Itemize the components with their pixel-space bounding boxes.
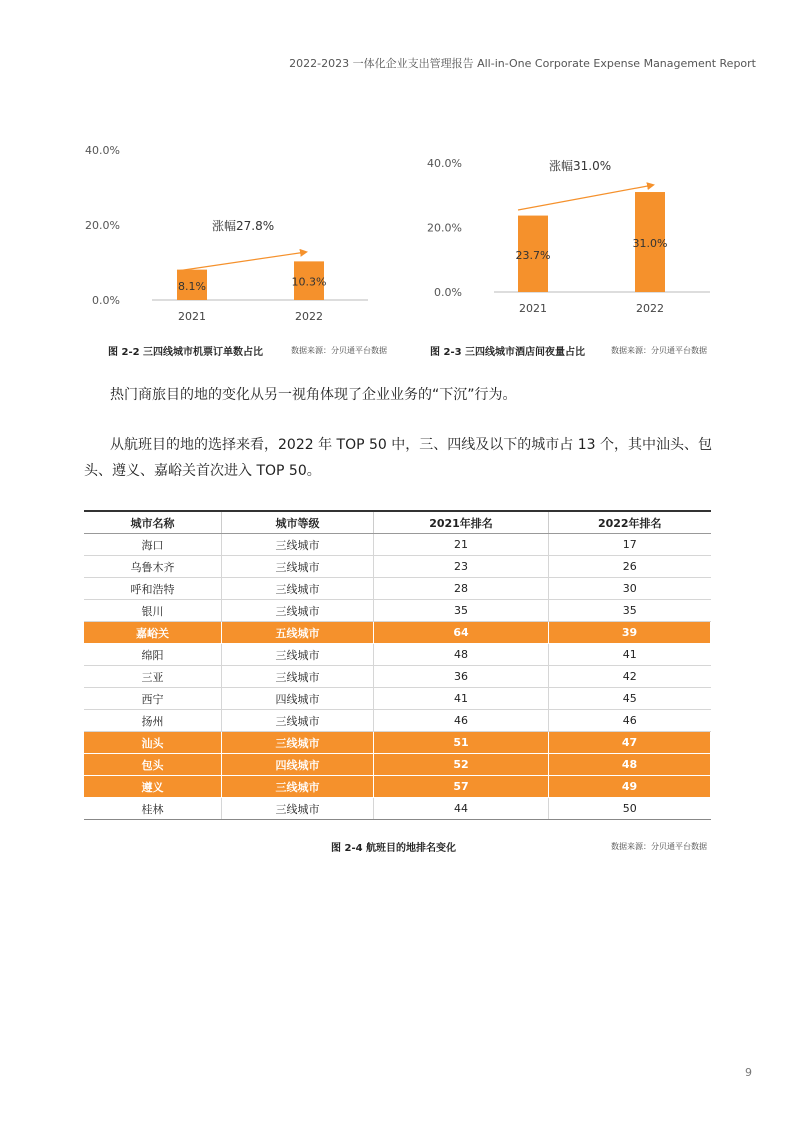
figure-caption-2-3: 图 2-3 三四线城市酒店间夜量占比 [430,347,586,358]
table-row [84,688,711,710]
x-tick-label: 2021 [519,302,547,315]
cell-city-tier: 三线城市 [222,666,374,688]
table-row [84,754,711,776]
bar-value-label: 8.1% [178,279,206,293]
cell-city-tier: 三线城市 [222,732,374,754]
cell-city-name: 西宁 [84,688,222,710]
cell-rank-2022: 41 [549,644,711,666]
table-row [84,732,711,754]
table-row [84,710,711,732]
table-header-row [84,511,711,534]
cell-rank-2021: 36 [374,666,549,688]
table-row [84,534,711,556]
table-row [84,578,711,600]
cell-rank-2021: 23 [374,556,549,578]
cell-rank-2022: 49 [549,776,711,798]
chart-flight-orders [80,138,380,328]
cell-rank-2022: 48 [549,754,711,776]
cell-city-tier: 五线城市 [222,622,374,644]
cell-city-name: 包头 [84,754,222,776]
growth-arrow [518,185,653,210]
header-rank-2021: 2021年排名 [374,511,549,534]
cell-city-name: 扬州 [84,710,222,732]
cell-rank-2022: 26 [549,556,711,578]
cell-rank-2021: 48 [374,644,549,666]
table-row [84,622,711,644]
cell-rank-2021: 28 [374,578,549,600]
cell-rank-2022: 39 [549,622,711,644]
cell-city-name: 绵阳 [84,644,222,666]
table-row [84,776,711,798]
cell-city-tier: 三线城市 [222,534,374,556]
figure-caption-2-2: 图 2-2 三四线城市机票订单数占比 [108,347,264,358]
cell-rank-2021: 41 [374,688,549,710]
cell-rank-2022: 42 [549,666,711,688]
chart-hotel-nights [422,150,722,328]
cell-city-tier: 三线城市 [222,578,374,600]
cell-rank-2021: 46 [374,710,549,732]
header-rank-2022: 2022年排名 [549,511,711,534]
header-city-tier: 城市等级 [222,511,374,534]
cell-city-name: 银川 [84,600,222,622]
page-number: 9 [745,1066,752,1079]
cell-rank-2021: 64 [374,622,549,644]
cell-city-name: 汕头 [84,732,222,754]
x-tick-label: 2022 [636,302,664,315]
paragraph-top50: 从航班目的地的选择来看，2022 年 TOP 50 中，三、四线及以下的城市占 13 个，其中汕头、包头、遵义、嘉峪关首次进入 TOP 50。 [84,437,712,479]
paragraph-sinking: 热门商旅目的地的变化从另一视角体现了企业业务的“下沉”行为。 [110,387,517,403]
bar-value-label: 31.0% [632,237,668,251]
table-row [84,666,711,688]
growth-annotation: 涨幅31.0% [549,159,612,173]
cell-city-tier: 三线城市 [222,556,374,578]
cell-city-name: 海口 [84,534,222,556]
y-tick-label: 40.0% [85,144,120,157]
city-ranking-table [84,510,711,820]
cell-city-tier: 三线城市 [222,798,374,820]
table-body [84,534,711,820]
y-tick-label: 20.0% [427,221,462,235]
cell-rank-2022: 35 [549,600,711,622]
cell-city-tier: 三线城市 [222,776,374,798]
cell-city-tier: 三线城市 [222,644,374,666]
growth-arrow [177,252,306,271]
bar-value-label: 10.3% [291,275,327,289]
cell-rank-2021: 57 [374,776,549,798]
cell-rank-2022: 17 [549,534,711,556]
y-tick-label: 0.0% [92,294,120,307]
cell-city-tier: 三线城市 [222,710,374,732]
cell-city-tier: 四线城市 [222,688,374,710]
x-tick-label: 2021 [178,310,206,323]
y-tick-label: 20.0% [85,219,120,232]
table-row [84,644,711,666]
cell-city-name: 嘉峪关 [84,622,222,644]
figure-source-2-4: 数据来源：分贝通平台数据 [611,842,707,851]
cell-city-name: 桂林 [84,798,222,820]
y-tick-label: 40.0% [427,157,462,170]
cell-rank-2021: 51 [374,732,549,754]
table-row [84,798,711,820]
figure-caption-2-4: 图 2-4 航班目的地排名变化 [331,843,457,854]
cell-city-name: 三亚 [84,666,222,688]
cell-rank-2021: 21 [374,534,549,556]
cell-city-name: 乌鲁木齐 [84,556,222,578]
cell-city-name: 遵义 [84,776,222,798]
y-tick-label: 0.0% [434,286,462,299]
report-header: 2022-2023 一体化企业支出管理报告 All-in-One Corporate Expense Management Report [289,57,756,70]
cell-rank-2022: 45 [549,688,711,710]
cell-city-tier: 四线城市 [222,754,374,776]
cell-city-name: 呼和浩特 [84,578,222,600]
table-row [84,556,711,578]
figure-source-2-3: 数据来源：分贝通平台数据 [611,346,707,355]
cell-rank-2022: 47 [549,732,711,754]
cell-rank-2022: 50 [549,798,711,820]
cell-city-tier: 三线城市 [222,600,374,622]
figure-source-2-2: 数据来源：分贝通平台数据 [291,346,387,355]
header-city-name: 城市名称 [84,511,222,534]
cell-rank-2022: 30 [549,578,711,600]
cell-rank-2021: 52 [374,754,549,776]
cell-rank-2021: 44 [374,798,549,820]
x-tick-label: 2022 [295,310,323,323]
cell-rank-2022: 46 [549,710,711,732]
cell-rank-2021: 35 [374,600,549,622]
bar-value-label: 23.7% [515,248,551,262]
table-row [84,600,711,622]
growth-annotation: 涨幅27.8% [212,219,275,233]
